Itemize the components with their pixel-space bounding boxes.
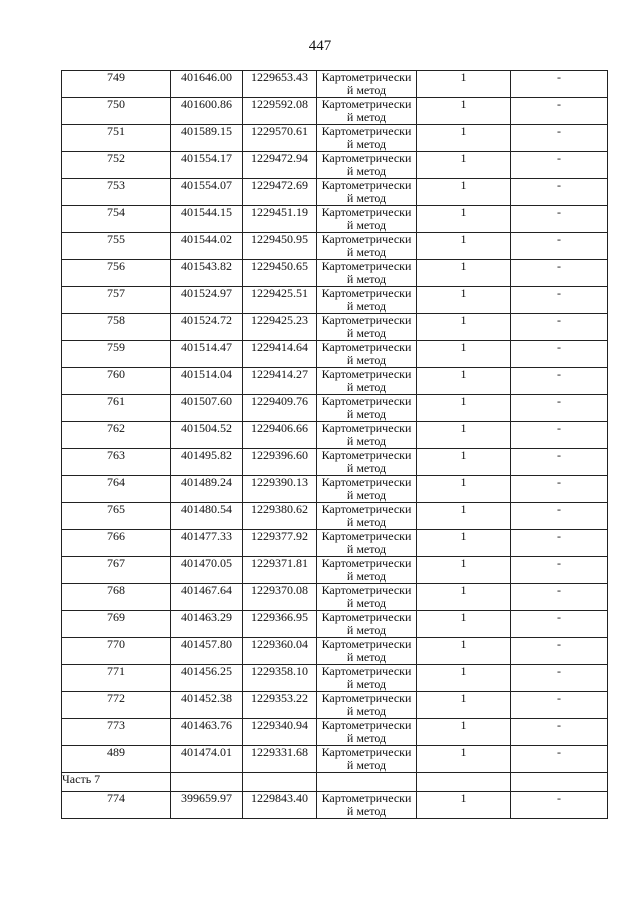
method-cell: [317, 368, 417, 395]
method-cell: [317, 287, 417, 314]
method-cell: [317, 746, 417, 773]
note: -: [511, 152, 608, 179]
empty-cell: [317, 773, 417, 792]
method-line2: й метод: [346, 596, 387, 610]
coord-x: 401504.52: [171, 422, 243, 449]
method-line2: й метод: [346, 515, 387, 529]
coord-x: 401514.04: [171, 368, 243, 395]
coord-x: 401544.15: [171, 206, 243, 233]
table-row: [62, 611, 608, 638]
coord-x: 401489.24: [171, 476, 243, 503]
coord-x: 401554.07: [171, 179, 243, 206]
method-cell: [317, 611, 417, 638]
table-row: [62, 206, 608, 233]
coord-x: 401524.72: [171, 314, 243, 341]
method-line1: Картометрически: [321, 475, 412, 489]
method-line2: й метод: [346, 110, 387, 124]
method-cell: [317, 692, 417, 719]
note: -: [511, 98, 608, 125]
method-line1: Картометрически: [321, 664, 412, 678]
accuracy: 1: [417, 125, 511, 152]
table-row: [62, 746, 608, 773]
note: -: [511, 341, 608, 368]
coord-y: 1229592.08: [243, 98, 317, 125]
coordinates-table-body: [62, 71, 608, 773]
table-row: [62, 98, 608, 125]
method-line1: Картометрически: [321, 529, 412, 543]
point-number: 754: [62, 206, 171, 233]
point-number: 753: [62, 179, 171, 206]
table-row: [62, 179, 608, 206]
method-cell: [317, 71, 417, 98]
accuracy: 1: [417, 368, 511, 395]
method-line2: й метод: [346, 434, 387, 448]
method-line2: й метод: [346, 758, 387, 772]
accuracy: 1: [417, 476, 511, 503]
method-cell: [317, 792, 417, 819]
point-number: 750: [62, 98, 171, 125]
accuracy: 1: [417, 449, 511, 476]
table-row: [62, 71, 608, 98]
method-line2: й метод: [346, 299, 387, 313]
part-row: [62, 773, 608, 792]
table-row: [62, 449, 608, 476]
method-line1: Картометрически: [321, 502, 412, 516]
point-number: 767: [62, 557, 171, 584]
accuracy: 1: [417, 611, 511, 638]
point-number: 758: [62, 314, 171, 341]
coord-y: 1229358.10: [243, 665, 317, 692]
method-line2: й метод: [346, 137, 387, 151]
method-line1: Картометрически: [321, 259, 412, 273]
accuracy: 1: [417, 719, 511, 746]
coord-x: 401456.25: [171, 665, 243, 692]
point-number: 759: [62, 341, 171, 368]
method-line2: й метод: [346, 407, 387, 421]
note: -: [511, 125, 608, 152]
method-line1: Картометрически: [321, 556, 412, 570]
accuracy: 1: [417, 71, 511, 98]
note: -: [511, 746, 608, 773]
method-cell: [317, 98, 417, 125]
coord-x: 401524.97: [171, 287, 243, 314]
method-line2: й метод: [346, 164, 387, 178]
page-number: 447: [308, 38, 332, 54]
coord-y: 1229414.27: [243, 368, 317, 395]
point-number: 762: [62, 422, 171, 449]
table-row: [62, 314, 608, 341]
coord-y: 1229653.43: [243, 71, 317, 98]
method-line2: й метод: [346, 191, 387, 205]
method-line1: Картометрически: [321, 232, 412, 246]
method-line2: й метод: [346, 569, 387, 583]
method-cell: [317, 584, 417, 611]
coord-y: 1229331.68: [243, 746, 317, 773]
accuracy: 1: [417, 314, 511, 341]
method-cell: [317, 719, 417, 746]
empty-cell: [511, 773, 608, 792]
method-line1: Картометрически: [321, 791, 412, 805]
method-line2: й метод: [346, 704, 387, 718]
point-number: 768: [62, 584, 171, 611]
method-line1: Картометрически: [321, 583, 412, 597]
coord-y: 1229472.94: [243, 152, 317, 179]
method-cell: [317, 557, 417, 584]
point-number: 766: [62, 530, 171, 557]
point-number: 763: [62, 449, 171, 476]
method-line1: Картометрически: [321, 286, 412, 300]
point-number: 772: [62, 692, 171, 719]
note: -: [511, 665, 608, 692]
method-line2: й метод: [346, 677, 387, 691]
accuracy: 1: [417, 260, 511, 287]
table-row: [62, 503, 608, 530]
method-cell: [317, 179, 417, 206]
note: -: [511, 206, 608, 233]
coord-x: 401474.01: [171, 746, 243, 773]
method-line2: й метод: [346, 353, 387, 367]
table-row: [62, 152, 608, 179]
point-number: 752: [62, 152, 171, 179]
accuracy: 1: [417, 98, 511, 125]
note: -: [511, 233, 608, 260]
coord-y: 1229360.04: [243, 638, 317, 665]
method-line1: Картометрически: [321, 745, 412, 759]
accuracy: 1: [417, 287, 511, 314]
method-line1: Картометрически: [321, 691, 412, 705]
accuracy: 1: [417, 665, 511, 692]
accuracy: 1: [417, 692, 511, 719]
coord-x: 401507.60: [171, 395, 243, 422]
note: -: [511, 260, 608, 287]
coord-y: 1229425.23: [243, 314, 317, 341]
coord-x: 401452.38: [171, 692, 243, 719]
method-line2: й метод: [346, 83, 387, 97]
method-cell: [317, 476, 417, 503]
coord-x: 401646.00: [171, 71, 243, 98]
table-row: [62, 665, 608, 692]
method-line1: Картометрически: [321, 340, 412, 354]
coord-y: 1229353.22: [243, 692, 317, 719]
accuracy: 1: [417, 422, 511, 449]
note: -: [511, 287, 608, 314]
point-number: 774: [62, 792, 171, 819]
method-cell: [317, 233, 417, 260]
accuracy: 1: [417, 638, 511, 665]
coord-x: 401477.33: [171, 530, 243, 557]
coord-y: 1229570.61: [243, 125, 317, 152]
method-line1: Картометрически: [321, 421, 412, 435]
point-number: 770: [62, 638, 171, 665]
accuracy: 1: [417, 557, 511, 584]
coord-y: 1229843.40: [243, 792, 317, 819]
note: -: [511, 503, 608, 530]
method-line2: й метод: [346, 488, 387, 502]
note: -: [511, 71, 608, 98]
table-row: [62, 368, 608, 395]
accuracy: 1: [417, 395, 511, 422]
coord-x: 401554.17: [171, 152, 243, 179]
table-row: [62, 287, 608, 314]
table-row: [62, 476, 608, 503]
coord-y: 1229450.65: [243, 260, 317, 287]
method-line2: й метод: [346, 731, 387, 745]
method-cell: [317, 395, 417, 422]
table-row: [62, 792, 608, 819]
method-cell: [317, 341, 417, 368]
table-row: [62, 260, 608, 287]
note: -: [511, 638, 608, 665]
part-label: Часть 7: [62, 773, 171, 792]
method-line1: Картометрически: [321, 124, 412, 138]
empty-cell: [243, 773, 317, 792]
table-row: [62, 557, 608, 584]
note: -: [511, 692, 608, 719]
method-cell: [317, 503, 417, 530]
table-row: [62, 692, 608, 719]
method-line1: Картометрически: [321, 205, 412, 219]
method-line1: Картометрически: [321, 367, 412, 381]
coord-y: 1229366.95: [243, 611, 317, 638]
coord-x: 401480.54: [171, 503, 243, 530]
method-line2: й метод: [346, 650, 387, 664]
coord-x: 399659.97: [171, 792, 243, 819]
note: -: [511, 314, 608, 341]
method-line1: Картометрически: [321, 718, 412, 732]
accuracy: 1: [417, 152, 511, 179]
coordinates-table: [61, 70, 608, 819]
coord-x: 401600.86: [171, 98, 243, 125]
note: -: [511, 179, 608, 206]
accuracy: 1: [417, 584, 511, 611]
accuracy: 1: [417, 746, 511, 773]
table-row: [62, 530, 608, 557]
method-line1: Картометрически: [321, 151, 412, 165]
method-cell: [317, 125, 417, 152]
coord-x: 401514.47: [171, 341, 243, 368]
coord-y: 1229370.08: [243, 584, 317, 611]
method-cell: [317, 449, 417, 476]
point-number: 760: [62, 368, 171, 395]
method-line1: Картометрически: [321, 394, 412, 408]
note: -: [511, 792, 608, 819]
note: -: [511, 719, 608, 746]
point-number: 756: [62, 260, 171, 287]
method-cell: [317, 665, 417, 692]
note: -: [511, 530, 608, 557]
empty-cell: [171, 773, 243, 792]
point-number: 764: [62, 476, 171, 503]
method-line2: й метод: [346, 804, 387, 818]
note: -: [511, 611, 608, 638]
coord-y: 1229340.94: [243, 719, 317, 746]
method-cell: [317, 422, 417, 449]
method-line1: Картометрически: [321, 178, 412, 192]
coord-y: 1229380.62: [243, 503, 317, 530]
method-line2: й метод: [346, 623, 387, 637]
coord-x: 401495.82: [171, 449, 243, 476]
note: -: [511, 368, 608, 395]
accuracy: 1: [417, 341, 511, 368]
table-row: [62, 341, 608, 368]
coord-y: 1229377.92: [243, 530, 317, 557]
method-line2: й метод: [346, 245, 387, 259]
empty-cell: [417, 773, 511, 792]
point-number: 755: [62, 233, 171, 260]
accuracy: 1: [417, 530, 511, 557]
method-cell: [317, 206, 417, 233]
method-line1: Картометрически: [321, 70, 412, 84]
method-line2: й метод: [346, 380, 387, 394]
coord-y: 1229451.19: [243, 206, 317, 233]
table-row: [62, 638, 608, 665]
table-row: [62, 395, 608, 422]
coord-y: 1229450.95: [243, 233, 317, 260]
point-number: 773: [62, 719, 171, 746]
coord-x: 401457.80: [171, 638, 243, 665]
note: -: [511, 584, 608, 611]
method-line1: Картометрически: [321, 637, 412, 651]
point-number: 749: [62, 71, 171, 98]
table-row: [62, 125, 608, 152]
method-cell: [317, 152, 417, 179]
method-cell: [317, 314, 417, 341]
method-line2: й метод: [346, 218, 387, 232]
coord-y: 1229472.69: [243, 179, 317, 206]
coord-y: 1229406.66: [243, 422, 317, 449]
method-line2: й метод: [346, 326, 387, 340]
point-number: 771: [62, 665, 171, 692]
method-cell: [317, 530, 417, 557]
accuracy: 1: [417, 179, 511, 206]
point-number: 761: [62, 395, 171, 422]
coord-x: 401463.29: [171, 611, 243, 638]
note: -: [511, 422, 608, 449]
note: -: [511, 395, 608, 422]
method-line1: Картометрически: [321, 313, 412, 327]
coord-y: 1229390.13: [243, 476, 317, 503]
coord-y: 1229409.76: [243, 395, 317, 422]
method-line1: Картометрически: [321, 97, 412, 111]
note: -: [511, 449, 608, 476]
accuracy: 1: [417, 206, 511, 233]
accuracy: 1: [417, 503, 511, 530]
point-number: 757: [62, 287, 171, 314]
coord-y: 1229396.60: [243, 449, 317, 476]
coord-y: 1229371.81: [243, 557, 317, 584]
point-number: 765: [62, 503, 171, 530]
note: -: [511, 476, 608, 503]
point-number: 489: [62, 746, 171, 773]
table-row: [62, 584, 608, 611]
coord-x: 401467.64: [171, 584, 243, 611]
coord-x: 401543.82: [171, 260, 243, 287]
method-line1: Картометрически: [321, 448, 412, 462]
table-row: [62, 719, 608, 746]
coord-y: 1229414.64: [243, 341, 317, 368]
method-line2: й метод: [346, 272, 387, 286]
accuracy: 1: [417, 792, 511, 819]
point-number: 769: [62, 611, 171, 638]
method-line2: й метод: [346, 461, 387, 475]
method-cell: [317, 260, 417, 287]
coord-y: 1229425.51: [243, 287, 317, 314]
point-number: 751: [62, 125, 171, 152]
coord-x: 401470.05: [171, 557, 243, 584]
method-line1: Картометрически: [321, 610, 412, 624]
note: -: [511, 557, 608, 584]
coord-x: 401589.15: [171, 125, 243, 152]
method-cell: [317, 638, 417, 665]
table-row: [62, 422, 608, 449]
accuracy: 1: [417, 233, 511, 260]
method-line2: й метод: [346, 542, 387, 556]
coord-x: 401463.76: [171, 719, 243, 746]
coord-x: 401544.02: [171, 233, 243, 260]
table-row: [62, 233, 608, 260]
